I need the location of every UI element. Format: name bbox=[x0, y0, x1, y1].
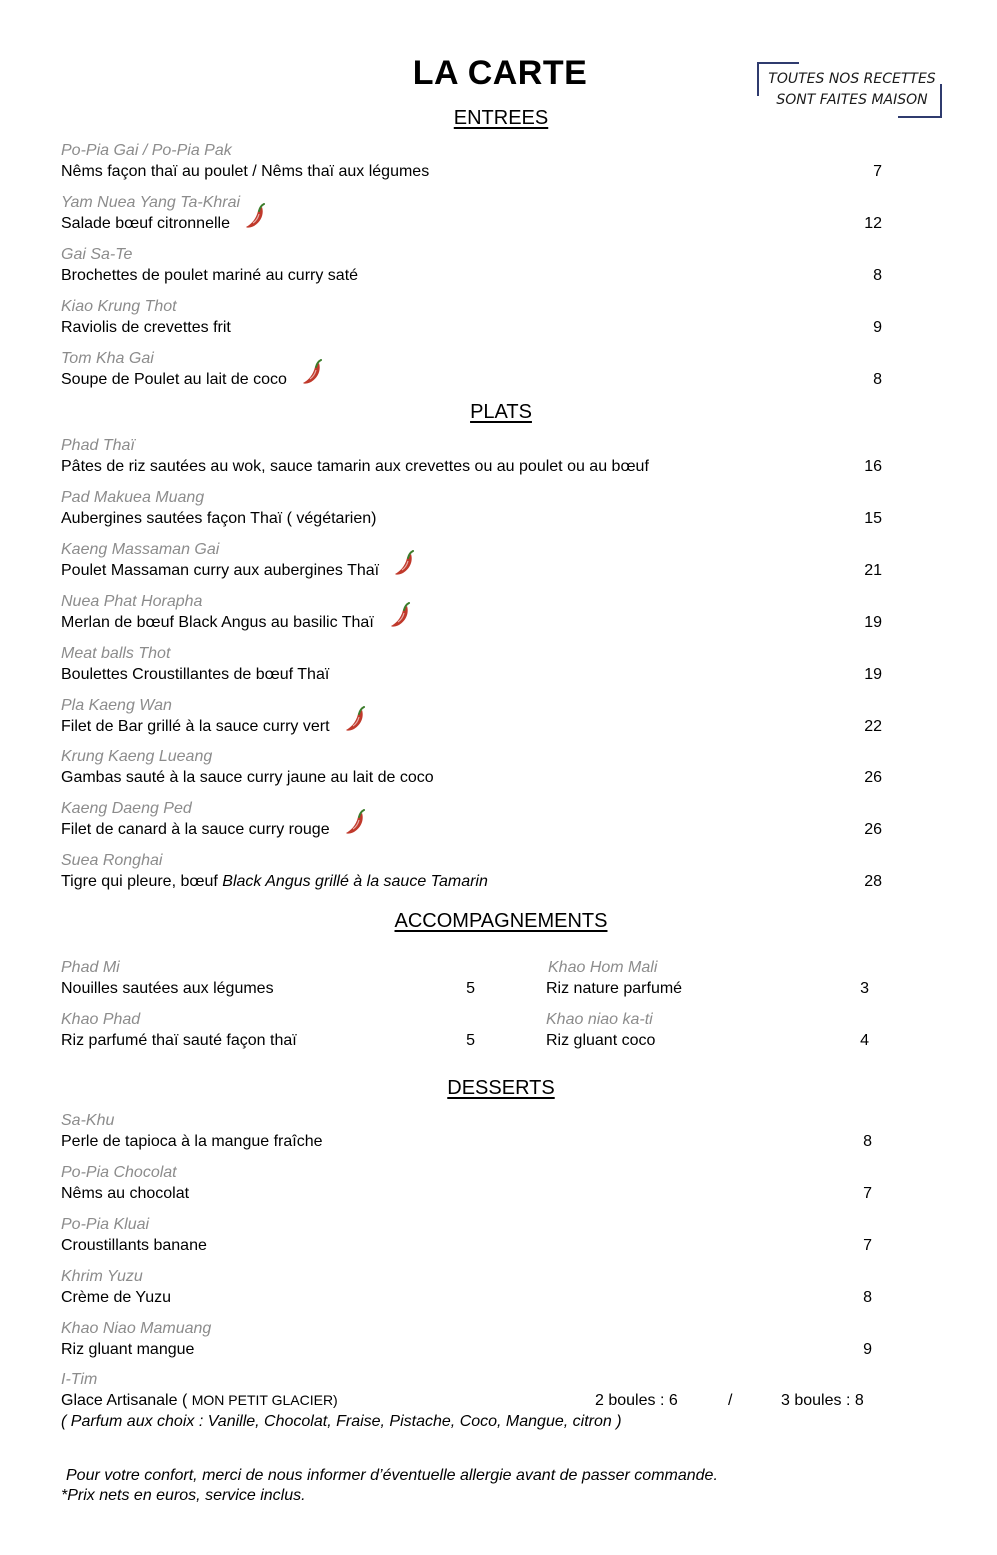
dish-thai-name: Suea Ronghai bbox=[61, 852, 163, 870]
dish-thai-name: Kiao Krung Thot bbox=[61, 298, 177, 315]
dish-price: 26 bbox=[864, 769, 882, 787]
dish-description: Filet de Bar grillé à la sauce curry vert bbox=[61, 717, 330, 735]
dish-description-italic: Black Angus grillé à la sauce Tamarin bbox=[222, 873, 488, 891]
side-price: 3 bbox=[860, 980, 869, 997]
side-description: Nouilles sautées aux légumes bbox=[61, 980, 274, 997]
side-price: 5 bbox=[466, 980, 475, 997]
dish-thai-name: Sa-Khu bbox=[61, 1112, 115, 1129]
dish-thai-name: Yam Nuea Yang Ta-Khrai bbox=[61, 194, 241, 211]
dish-description: Pâtes de riz sautées au wok, sauce tamarin aux crevettes ou au poulet ou au bœuf bbox=[61, 458, 649, 475]
chili-pepper-icon bbox=[344, 706, 368, 734]
chili-pepper-icon bbox=[393, 550, 417, 578]
dish-price: 16 bbox=[864, 458, 882, 475]
chili-pepper-icon bbox=[244, 203, 268, 231]
dish-description: Brochettes de poulet mariné au curry saté bbox=[61, 267, 359, 284]
dish-description: Riz gluant mangue bbox=[61, 1341, 195, 1358]
dish-description: Merlan de bœuf Black Angus au basilic Thaï bbox=[61, 613, 374, 631]
section-title-desserts: DESSERTS bbox=[447, 1077, 555, 1099]
glace-price-two-scoops: 2 boules : 6 bbox=[595, 1392, 678, 1409]
dish-price: 8 bbox=[863, 1289, 872, 1306]
dish-price: 21 bbox=[864, 561, 882, 579]
dish-description: Aubergines sautées façon Thaï ( végétarien) bbox=[61, 509, 377, 527]
dish-thai-name: Meat balls Thot bbox=[61, 644, 171, 662]
glace-brand: MON PETIT GLACIER) bbox=[191, 1392, 338, 1408]
dish-description bbox=[61, 1392, 338, 1410]
dish-description: Nêms façon thaï au poulet / Nêms thaï aux légumes bbox=[61, 163, 430, 180]
dish-description: Croustillants banane bbox=[61, 1237, 207, 1254]
dish-thai-name: Phad Thaï bbox=[61, 437, 135, 454]
dish-price: 15 bbox=[864, 509, 882, 527]
dish-price: 26 bbox=[864, 821, 882, 839]
dish-thai-name: Po-Pia Chocolat bbox=[61, 1164, 177, 1181]
dish-price: 12 bbox=[864, 215, 882, 232]
dish-price: 7 bbox=[873, 163, 882, 180]
section-title-accompagnements: ACCOMPAGNEMENTS bbox=[394, 910, 608, 932]
dish-description: Perle de tapioca à la mangue fraîche bbox=[61, 1133, 323, 1150]
glace-price-three-scoops: 3 boules : 8 bbox=[781, 1392, 864, 1409]
dish-description: Poulet Massaman curry aux aubergines Thaï bbox=[61, 561, 380, 579]
dish-price: 19 bbox=[864, 665, 882, 683]
allergy-note: Pour votre confort, merci de nous informer d’éventuelle allergie avant de passer commande. bbox=[66, 1467, 718, 1484]
dish-price: 9 bbox=[863, 1341, 872, 1358]
price-note: *Prix nets en euros, service inclus. bbox=[61, 1487, 306, 1504]
badge-line-2: SONT FAITES MAISON bbox=[776, 92, 928, 108]
dish-price: 19 bbox=[864, 613, 882, 631]
side-price: 4 bbox=[860, 1032, 869, 1049]
side-thai-name: Khao Phad bbox=[61, 1011, 141, 1028]
dish-thai-name: Po-Pia Gai / Po-Pia Pak bbox=[61, 142, 232, 159]
section-title-plats: PLATS bbox=[470, 401, 532, 423]
side-description: Riz parfumé thaï sauté façon thaï bbox=[61, 1032, 297, 1049]
dish-price: 22 bbox=[864, 717, 882, 735]
dish-price: 8 bbox=[863, 1133, 872, 1150]
side-price: 5 bbox=[466, 1032, 475, 1049]
side-description: Riz nature parfumé bbox=[546, 980, 683, 997]
dish-price: 9 bbox=[873, 319, 882, 336]
dish-description: Soupe de Poulet au lait de coco bbox=[61, 371, 287, 388]
dish-price: 7 bbox=[863, 1185, 872, 1202]
dish-thai-name: Po-Pia Kluai bbox=[61, 1216, 150, 1233]
dish-thai-name: Krung Kaeng Lueang bbox=[61, 748, 213, 766]
dish-description: Salade bœuf citronnelle bbox=[61, 215, 230, 232]
dish-thai-name: Pad Makuea Muang bbox=[61, 488, 205, 506]
dish-thai-name: Nuea Phat Horapha bbox=[61, 592, 203, 610]
glace-flavors: ( Parfum aux choix : Vanille, Chocolat, Fraise, Pistache, Coco, Mangue, citron ) bbox=[61, 1413, 622, 1430]
side-thai-name: Phad Mi bbox=[61, 959, 120, 976]
dish-description-part: Tigre qui pleure, bœuf bbox=[61, 873, 223, 891]
dish-description: Boulettes Croustillantes de bœuf Thaï bbox=[61, 665, 330, 683]
menu-title: LA CARTE bbox=[412, 54, 588, 92]
section-title-entrees: ENTREES bbox=[453, 107, 549, 129]
dish-thai-name: Kaeng Massaman Gai bbox=[61, 540, 220, 558]
dish-thai-name: Pla Kaeng Wan bbox=[61, 696, 172, 714]
dish-thai-name: Khao Niao Mamuang bbox=[61, 1320, 212, 1337]
dish-thai-name: Khrim Yuzu bbox=[61, 1268, 143, 1285]
dish-price: 28 bbox=[864, 873, 882, 891]
side-description: Riz gluant coco bbox=[546, 1032, 656, 1049]
dish-description: Crème de Yuzu bbox=[61, 1289, 171, 1306]
chili-pepper-icon bbox=[344, 809, 368, 837]
dish-description: Gambas sauté à la sauce curry jaune au lait de coco bbox=[61, 769, 434, 787]
dish-price: 8 bbox=[873, 371, 882, 388]
dish-description: Filet de canard à la sauce curry rouge bbox=[61, 821, 330, 839]
badge-line-1: TOUTES NOS RECETTES bbox=[768, 71, 936, 87]
dish-thai-name: I-Tim bbox=[61, 1371, 98, 1388]
glace-desc-main: Glace Artisanale ( bbox=[61, 1392, 192, 1409]
chili-pepper-icon bbox=[389, 602, 413, 630]
side-thai-name: Khao niao ka-ti bbox=[546, 1011, 653, 1028]
dish-thai-name: Kaeng Daeng Ped bbox=[61, 800, 192, 818]
dish-description bbox=[61, 873, 488, 891]
dish-thai-name: Gai Sa-Te bbox=[61, 246, 133, 263]
dish-price: 8 bbox=[873, 267, 882, 284]
dish-description: Nêms au chocolat bbox=[61, 1185, 190, 1202]
chili-pepper-icon bbox=[301, 359, 325, 387]
dish-description: Raviolis de crevettes frit bbox=[61, 319, 231, 336]
glace-price-separator: / bbox=[728, 1392, 733, 1409]
dish-price: 7 bbox=[863, 1237, 872, 1254]
side-thai-name: Khao Hom Mali bbox=[548, 959, 658, 976]
dish-thai-name: Tom Kha Gai bbox=[61, 350, 154, 367]
